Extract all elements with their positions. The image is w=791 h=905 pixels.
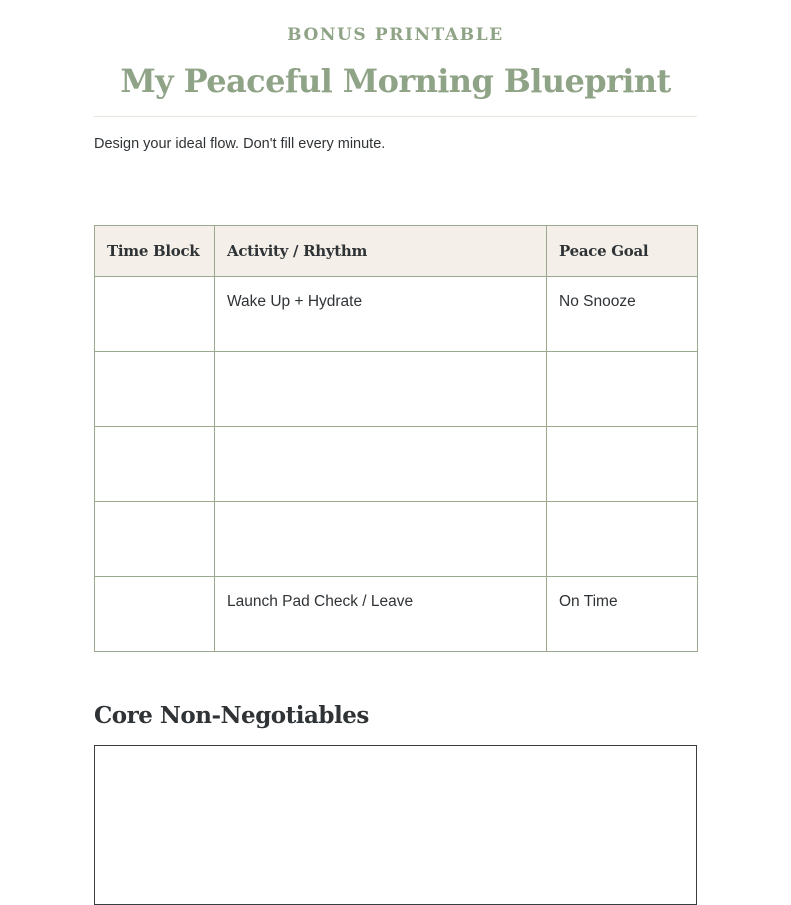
- peace-goal-cell[interactable]: [547, 502, 698, 577]
- time-block-cell[interactable]: [95, 502, 215, 577]
- table-row: [95, 577, 698, 652]
- time-block-cell[interactable]: [95, 577, 215, 652]
- table-header-row: [95, 226, 698, 277]
- time-block-cell[interactable]: [95, 277, 215, 352]
- title-divider: [94, 116, 697, 117]
- table-row: [95, 427, 698, 502]
- intro-text: Design your ideal flow. Don't fill every minute.: [94, 136, 386, 152]
- activity-cell[interactable]: [215, 427, 547, 502]
- table-row: [95, 502, 698, 577]
- table-row: [95, 352, 698, 427]
- time-block-cell[interactable]: [95, 427, 215, 502]
- header-activity: Activity / Rhythm: [215, 226, 547, 277]
- time-block-cell[interactable]: [95, 352, 215, 427]
- header-peace-goal: Peace Goal: [547, 226, 698, 277]
- page-title: My Peaceful Morning Blueprint: [120, 62, 671, 100]
- non-negotiables-writing-box[interactable]: [94, 745, 697, 905]
- peace-goal-cell[interactable]: [547, 427, 698, 502]
- peace-goal-cell[interactable]: On Time: [547, 577, 698, 652]
- table-row: [95, 277, 698, 352]
- morning-blueprint-table: [94, 225, 698, 652]
- activity-cell[interactable]: Wake Up + Hydrate: [215, 277, 547, 352]
- header-time-block: Time Block: [95, 226, 215, 277]
- page-kicker: BONUS PRINTABLE: [287, 25, 504, 45]
- activity-cell[interactable]: [215, 502, 547, 577]
- peace-goal-cell[interactable]: [547, 352, 698, 427]
- peace-goal-cell[interactable]: No Snooze: [547, 277, 698, 352]
- activity-cell[interactable]: [215, 352, 547, 427]
- activity-cell[interactable]: Launch Pad Check / Leave: [215, 577, 547, 652]
- non-negotiables-heading: Core Non-Negotiables: [94, 702, 369, 729]
